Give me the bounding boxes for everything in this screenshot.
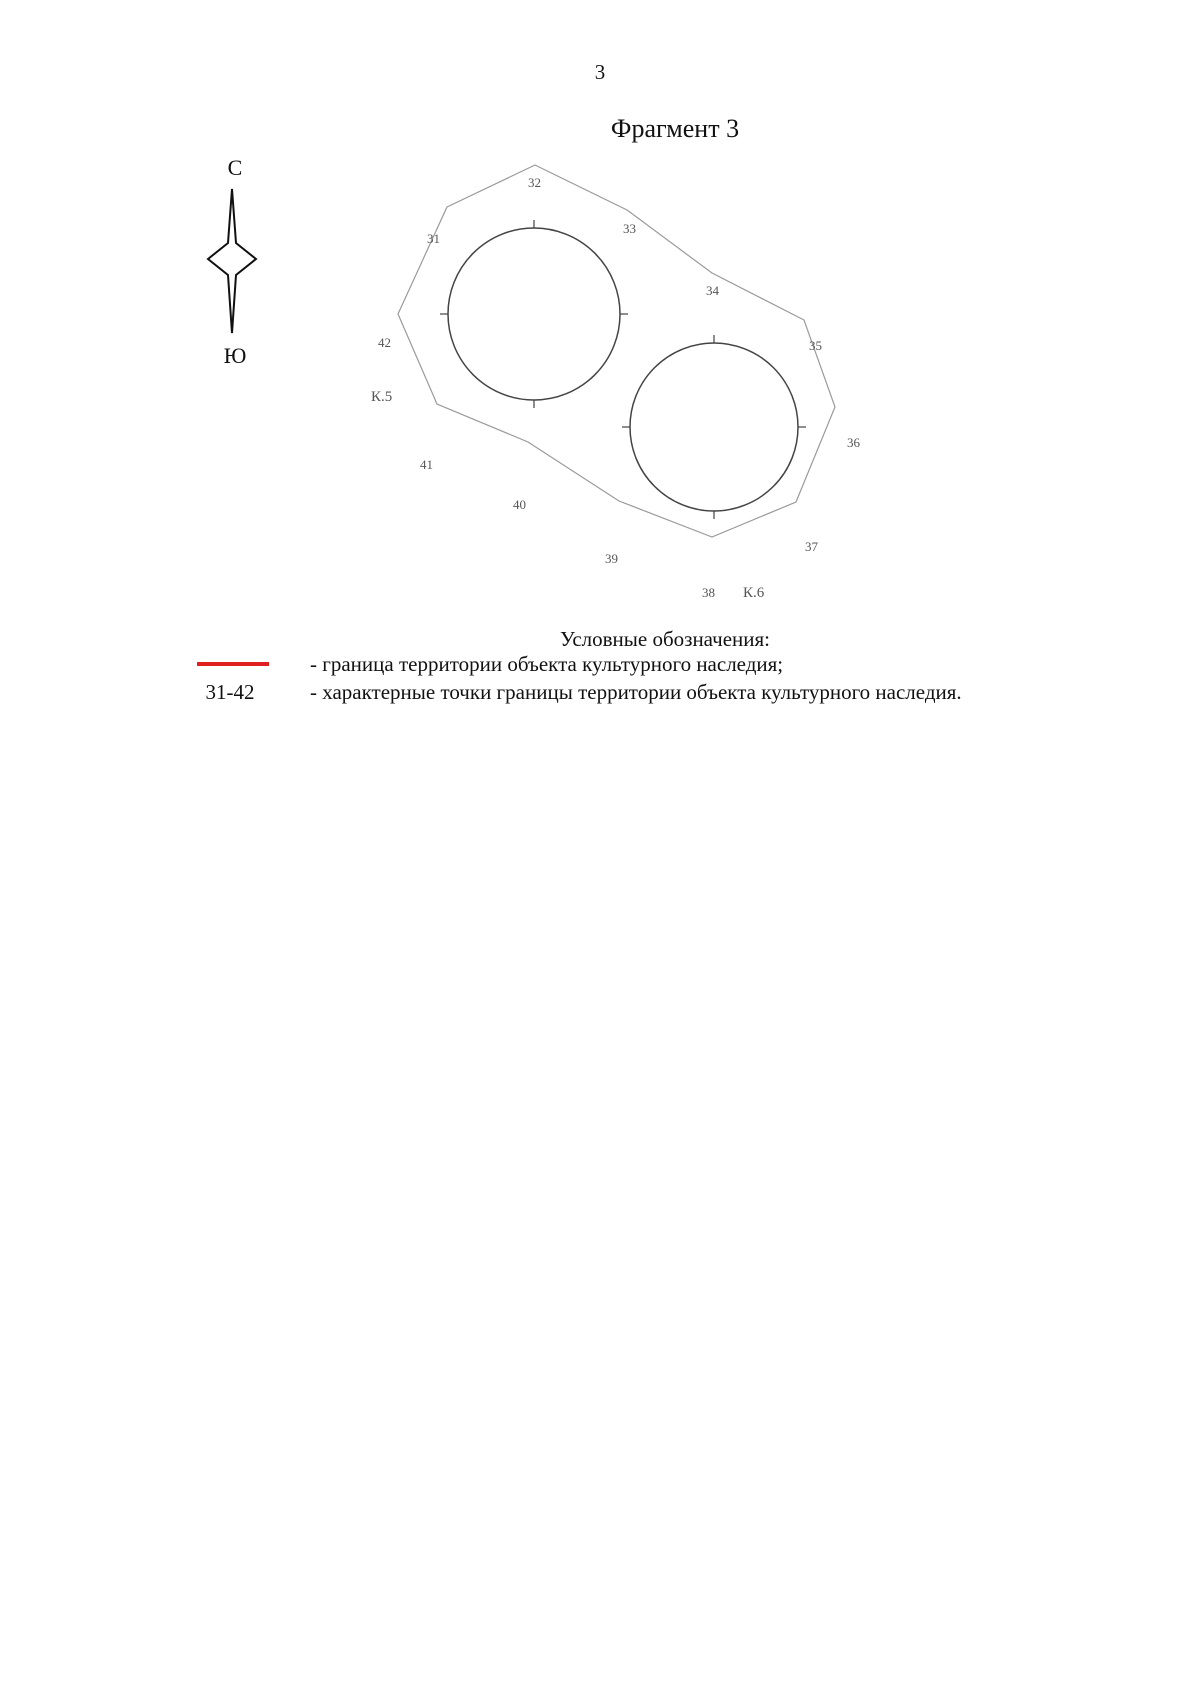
kurgan-5-mound xyxy=(440,220,628,408)
kurgan-5-label: К.5 xyxy=(371,389,393,405)
legend-boundary-text: - граница территории объекта культурного наследия; xyxy=(310,652,784,676)
boundary-plan xyxy=(371,165,955,615)
point-label-42: 42 xyxy=(378,335,391,350)
compass-south-label: Ю xyxy=(223,343,247,368)
legend-points-text: - характерные точки границы территории объекта культурного наследия. xyxy=(310,680,962,704)
point-label-33: 33 xyxy=(623,221,636,236)
north-arrow xyxy=(200,155,270,370)
page-number: 3 xyxy=(594,60,606,84)
kurgan-6-mound xyxy=(622,335,806,519)
point-label-35: 35 xyxy=(809,338,822,353)
point-label-37: 37 xyxy=(805,539,818,554)
point-label-41: 41 xyxy=(420,457,433,472)
point-label-31: 31 xyxy=(427,231,440,246)
kurgan-6-label: К.6 xyxy=(743,585,765,601)
legend-points-symbol: 31-42 xyxy=(205,680,255,704)
point-label-40: 40 xyxy=(513,497,526,512)
point-label-32: 32 xyxy=(528,175,541,190)
point-label-36: 36 xyxy=(847,435,860,450)
legend-heading: Условные обозначения: xyxy=(559,627,771,651)
fragment-title: Фрагмент 3 xyxy=(610,114,740,143)
point-label-39: 39 xyxy=(605,551,618,566)
compass-star-icon xyxy=(200,185,270,345)
boundary-line-swatch xyxy=(197,662,269,666)
compass-north-label: С xyxy=(227,155,243,180)
heritage-boundary-line xyxy=(398,165,835,537)
point-label-38: 38 xyxy=(702,585,715,600)
point-label-34: 34 xyxy=(706,283,719,298)
